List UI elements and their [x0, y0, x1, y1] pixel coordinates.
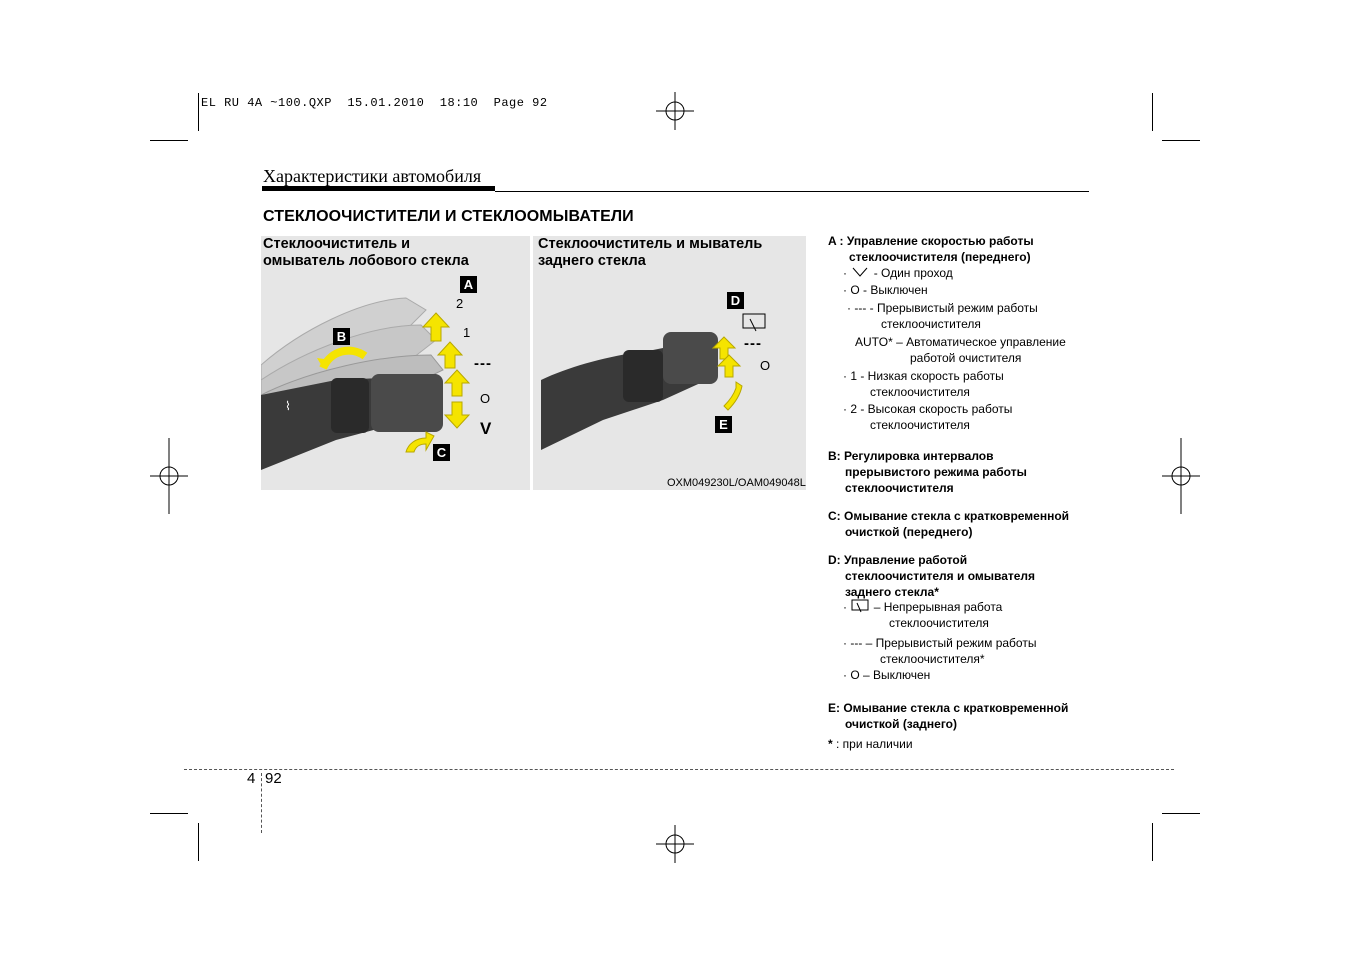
- section-title: Характеристики автомобиля: [263, 166, 482, 186]
- svg-text:⌇: ⌇: [285, 399, 291, 413]
- legend-d-title: D: Управление работой: [828, 553, 968, 567]
- legend-a-title-cont: стеклоочистителя (переднего): [849, 250, 1031, 264]
- label-a: A: [460, 276, 477, 293]
- legend-d-line3: заднего стекла*: [845, 585, 939, 599]
- legend-a-item1: · - Один проход: [843, 266, 953, 280]
- rear-wiper-continuous-icon: [850, 599, 870, 613]
- left-caption-line2: омыватель лобового стекла: [263, 253, 469, 269]
- position-2-label: 2: [456, 296, 464, 311]
- legend-d-item2: · --- – Прерывистый режим работы: [843, 636, 1037, 650]
- legend-a-item5: · 1 - Низкая скорость работы: [843, 369, 1004, 383]
- chapter-number: 4: [247, 770, 256, 787]
- arrow-down-icon: [443, 400, 471, 430]
- page-title: СТЕКЛООЧИСТИТЕЛИ И СТЕКЛООМЫВАТЕЛИ: [263, 208, 634, 225]
- legend-a-item5-cont: стеклоочистителя: [870, 385, 970, 399]
- crop-mark: [150, 813, 188, 814]
- crop-mark: [150, 140, 188, 141]
- legend-a-item4-cont: работой очистителя: [910, 351, 1022, 365]
- legend-a-item6-cont: стеклоочистителя: [870, 418, 970, 432]
- right-caption-line1: Стеклоочиститель и мыватель: [538, 236, 763, 252]
- legend-d-item1: · – Непрерывная работа: [843, 600, 1003, 614]
- legend-a-item4: AUTO* – Автоматическое управление: [855, 335, 1066, 349]
- legend-b-title: B: Регулировка интервалов: [828, 449, 994, 463]
- position-off-label: O: [480, 391, 491, 406]
- section-rule: [495, 191, 1089, 192]
- legend-a-item6: · 2 - Высокая скорость работы: [843, 402, 1013, 416]
- registration-mark-icon: [1162, 438, 1200, 514]
- legend-a-item1-text: - Один проход: [873, 266, 953, 280]
- figure-code: OXM049230L/OAM049048L: [667, 477, 806, 489]
- stalk-ring-rear: [623, 350, 663, 402]
- legend-e-title: E: Омывание стекла с кратковременной: [828, 701, 1069, 715]
- arrow-up-icon: [443, 368, 471, 398]
- legend-a-title: A : Управление скоростью работы: [828, 234, 1034, 248]
- legend-a-item3-cont: стеклоочистителя: [881, 317, 981, 331]
- legend-d-line2: стеклоочистителя и омывателя: [845, 569, 1036, 583]
- front-wiper-illustration: [261, 270, 530, 490]
- legend-c-title: C: Омывание стекла с кратковременной: [828, 509, 1070, 523]
- label-e: E: [715, 416, 732, 433]
- arrow-up-icon: [421, 311, 451, 343]
- legend-d-item1-text: – Непрерывная работа: [873, 600, 1003, 614]
- footnote: [828, 736, 913, 752]
- legend-b-line2: прерывистого режима работы: [845, 465, 1027, 479]
- rear-off-label: O: [760, 358, 771, 373]
- stalk-tip-front: [371, 374, 443, 432]
- crop-mark: [1162, 140, 1200, 141]
- crop-mark: [1152, 823, 1153, 861]
- legend-e-line2: очисткой (заднего): [845, 717, 957, 731]
- rear-intermittent-label: ---: [744, 335, 762, 352]
- arrow-push-icon: [722, 380, 744, 414]
- label-c: C: [433, 444, 450, 461]
- label-b: B: [333, 328, 350, 345]
- legend-b-line3: стеклоочистителя: [845, 481, 954, 495]
- registration-mark-icon: [656, 825, 694, 863]
- footer-rule: [184, 769, 1174, 770]
- print-slug: EL RU 4A ~100.QXP 15.01.2010 18:10 Page 92: [201, 96, 548, 110]
- footnote-star: *: [828, 737, 833, 751]
- legend-d-item3: · O – Выключен: [843, 668, 931, 682]
- legend-d-item2-cont: стеклоочистителя*: [880, 652, 985, 666]
- page-number: 92: [265, 770, 282, 787]
- rear-wiper-continuous-icon: [742, 313, 766, 333]
- stalk-tip-rear: [663, 332, 718, 384]
- stalk-ring-front: [331, 378, 369, 433]
- crop-mark: [1162, 813, 1200, 814]
- registration-mark-icon: [656, 92, 694, 130]
- right-caption-line2: заднего стекла: [538, 253, 646, 269]
- legend-d-item1-cont: стеклоочистителя: [889, 616, 989, 630]
- crop-mark: [198, 93, 199, 131]
- arrow-pull-icon: [402, 430, 436, 456]
- label-d: D: [727, 292, 744, 309]
- arrow-up-icon: [716, 353, 742, 379]
- single-sweep-icon: [850, 266, 870, 278]
- footnote-text: : при наличии: [832, 737, 913, 751]
- left-caption-line1: Стеклоочиститель и: [263, 236, 411, 252]
- arrow-up-icon: [436, 340, 464, 370]
- crop-mark: [1152, 93, 1153, 131]
- legend-a-item3: · --- - Прерывистый режим работы: [847, 301, 1038, 315]
- section-bar: [262, 186, 495, 191]
- legend-a-item2: · O - Выключен: [843, 283, 928, 297]
- footer-divider: [261, 773, 262, 833]
- position-single-label: V: [480, 419, 492, 438]
- registration-mark-icon: [150, 438, 188, 514]
- legend-c-line2: очисткой (переднего): [845, 525, 973, 539]
- position-1-label: 1: [463, 325, 471, 340]
- crop-mark: [198, 823, 199, 861]
- position-intermittent-label: ---: [474, 355, 492, 372]
